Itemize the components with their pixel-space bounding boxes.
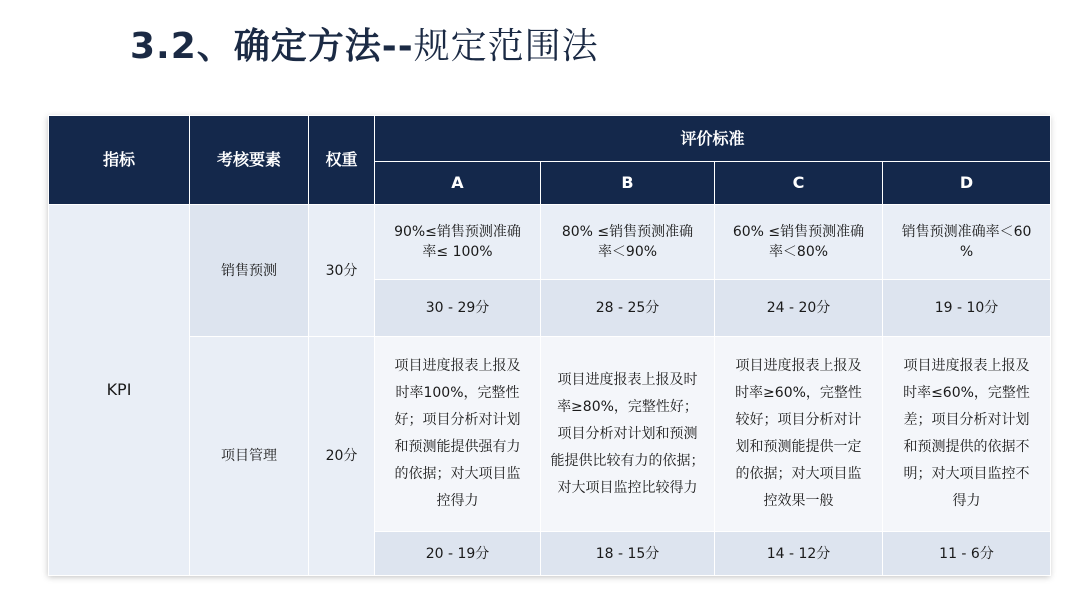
criteria-cell: 销售预测准确率＜60 % — [883, 205, 1051, 280]
header-indicator: 指标 — [49, 116, 190, 205]
score-cell: 24 - 20分 — [715, 280, 883, 337]
header-grade-a: A — [375, 162, 541, 205]
row-weight: 30分 — [309, 205, 375, 337]
row-element: 项目管理 — [190, 337, 309, 576]
criteria-cell: 60% ≤销售预测准确 率＜80% — [715, 205, 883, 280]
criteria-cell: 90%≤销售预测准确 率≤ 100% — [375, 205, 541, 280]
header-criteria: 评价标准 — [375, 116, 1051, 162]
kpi-cell: KPI — [49, 205, 190, 576]
page-title-bold: 3.2、确定方法-- — [130, 26, 414, 67]
criteria-cell: 项目进度报表上报及 时率≥60%，完整性 较好；项目分析对计 划和预测能提供一定 的依据；对大项目监 控效果一般 — [715, 337, 883, 532]
row-element: 销售预测 — [190, 205, 309, 337]
score-cell: 28 - 25分 — [541, 280, 715, 337]
score-cell: 18 - 15分 — [541, 532, 715, 576]
row-weight: 20分 — [309, 337, 375, 576]
criteria-cell: 项目进度报表上报及 时率≤60%，完整性 差；项目分析对计划 和预测提供的依据不 明；对大项目监控不 得力 — [883, 337, 1051, 532]
criteria-cell: 项目进度报表上报及 时率100%，完整性 好；项目分析对计划 和预测能提供强有力 的依据；对大项目监 控得力 — [375, 337, 541, 532]
criteria-cell: 80% ≤销售预测准确 率＜90% — [541, 205, 715, 280]
score-cell: 20 - 19分 — [375, 532, 541, 576]
header-element: 考核要素 — [190, 116, 309, 205]
score-cell: 14 - 12分 — [715, 532, 883, 576]
criteria-cell: 项目进度报表上报及时 率≥80%，完整性好； 项目分析对计划和预测 能提供比较有力的依据； 对大项目监控比较得力 — [541, 337, 715, 532]
page-title-normal: 规定范围法 — [413, 26, 599, 67]
evaluation-table — [48, 115, 1050, 575]
header-weight: 权重 — [309, 116, 375, 205]
score-cell: 19 - 10分 — [883, 280, 1051, 337]
score-cell: 30 - 29分 — [375, 280, 541, 337]
header-grade-c: C — [715, 162, 883, 205]
page-title — [130, 18, 599, 69]
header-grade-d: D — [883, 162, 1051, 205]
score-cell: 11 - 6分 — [883, 532, 1051, 576]
header-grade-b: B — [541, 162, 715, 205]
